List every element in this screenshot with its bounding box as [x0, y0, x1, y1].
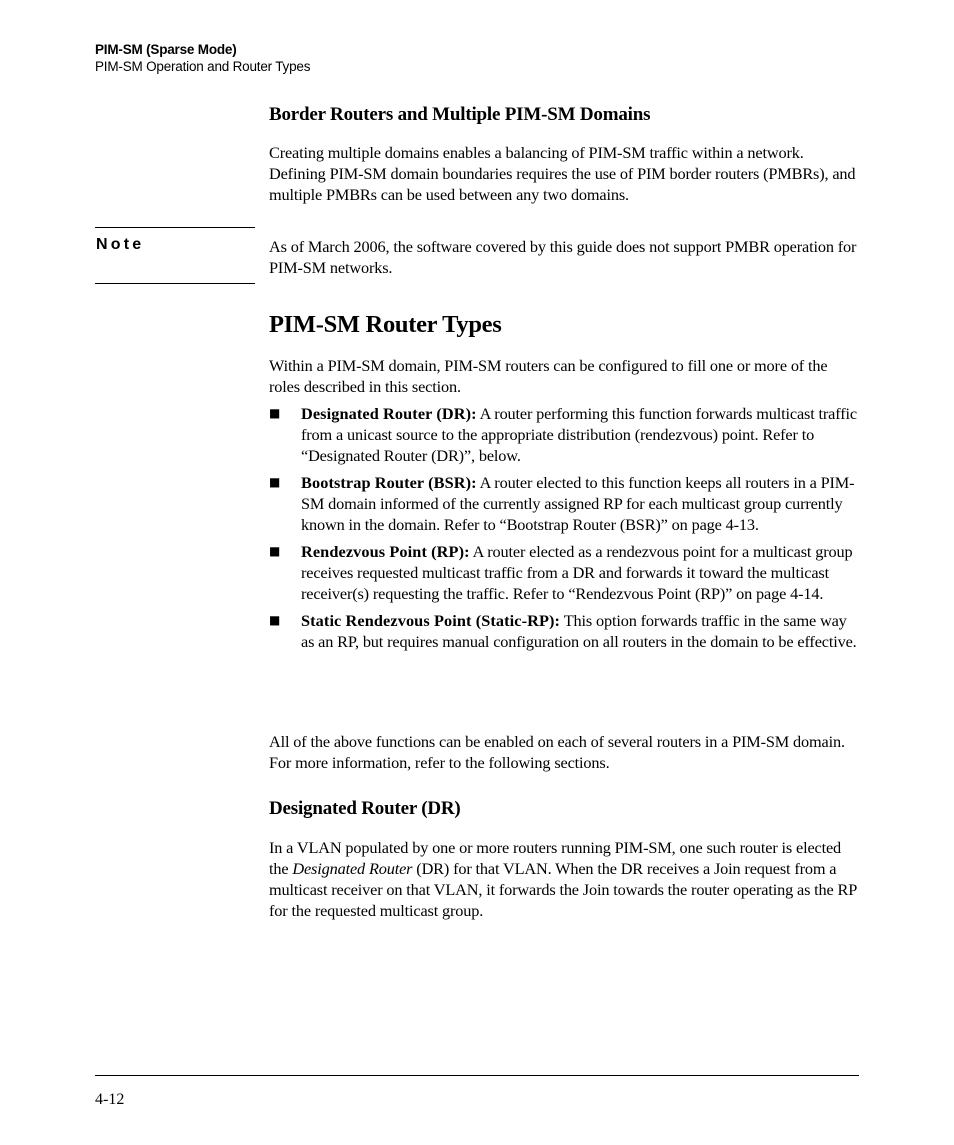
- dr-text-start: In a VLAN populated by one or more routers running PIM-SM, one such router is elected the: [269, 838, 842, 878]
- list-item-term: Bootstrap Router (BSR):: [301, 473, 477, 492]
- list-item: [269, 541, 861, 604]
- list-item: [269, 403, 861, 466]
- list-item-text: A router performing this function forwards multicast traffic from a unicast source to the appropriate distribution (rendezvous) point. Refer to “Designated Router (DR)”, below.: [301, 404, 857, 465]
- note-text: As of March 2006, the software covered by this guide does not support PMBR operation for PIM-SM networks.: [269, 237, 857, 277]
- router-types-summary: All of the above functions can be enabled on each of several routers in a PIM-SM domain. For more information, refer to the following sections.: [269, 732, 845, 772]
- chapter-title: PIM-SM (Sparse Mode): [95, 42, 237, 57]
- list-item-text: A router elected as a rendezvous point for a multicast group receives requested multicast traffic from a DR and forwards it toward the multicast receiver(s) requesting the traffic. Refer to “Rendezvous Point (RP)” on page 4-14.: [301, 542, 853, 603]
- footer-rule: [95, 1075, 859, 1076]
- border-routers-paragraph: Creating multiple domains enables a balancing of PIM-SM traffic within a network. Defining PIM-SM domain boundaries requires the use of PIM border routers (PMBRs), and multiple PMBRs can be used between any two domains.: [269, 143, 856, 204]
- running-header: [95, 41, 310, 75]
- section-title: PIM-SM Operation and Router Types: [95, 59, 311, 74]
- router-types-section: [269, 355, 861, 658]
- designated-router-heading: Designated Router (DR): [269, 798, 461, 819]
- router-types-list: [269, 403, 861, 652]
- list-item-term: Rendezvous Point (RP):: [301, 542, 470, 561]
- dr-emphasis: Designated Router: [292, 859, 413, 878]
- square-bullet-icon: ■: [269, 613, 281, 627]
- list-item: [269, 610, 861, 652]
- list-item: [269, 472, 861, 535]
- list-item-term: Static Rendezvous Point (Static-RP):: [301, 611, 561, 630]
- list-item-text: This option forwards traffic in the same way as an RP, but requires manual configuration on all routers in the domain to be effective.: [301, 611, 857, 651]
- dr-text-end: (DR) for that VLAN. When the DR receives a Join request from a multicast receiver on that VLAN, it forwards the Join towards the router operating as the RP for the requested multicast group.: [269, 859, 857, 920]
- page-number: 4-12: [95, 1091, 125, 1108]
- square-bullet-icon: ■: [269, 544, 281, 558]
- list-item-text: A router elected to this function keeps all routers in a PIM-SM domain informed of the currently assigned RP for each multicast group currently known in the domain. Refer to “Bootstrap Router (BSR)” on page 4-13.: [301, 473, 855, 534]
- note-top-rule: [95, 227, 255, 228]
- border-routers-heading: Border Routers and Multiple PIM-SM Domains: [269, 104, 651, 125]
- router-types-intro: Within a PIM-SM domain, PIM-SM routers can be configured to fill one or more of the roles described in this section.: [269, 356, 828, 396]
- square-bullet-icon: ■: [269, 475, 281, 489]
- note-label: Note: [96, 236, 145, 253]
- list-item-term: Designated Router (DR):: [301, 404, 477, 423]
- designated-router-paragraph: [269, 837, 861, 921]
- note-bottom-rule: [95, 283, 255, 284]
- square-bullet-icon: ■: [269, 406, 281, 420]
- router-types-heading: PIM-SM Router Types: [269, 311, 502, 338]
